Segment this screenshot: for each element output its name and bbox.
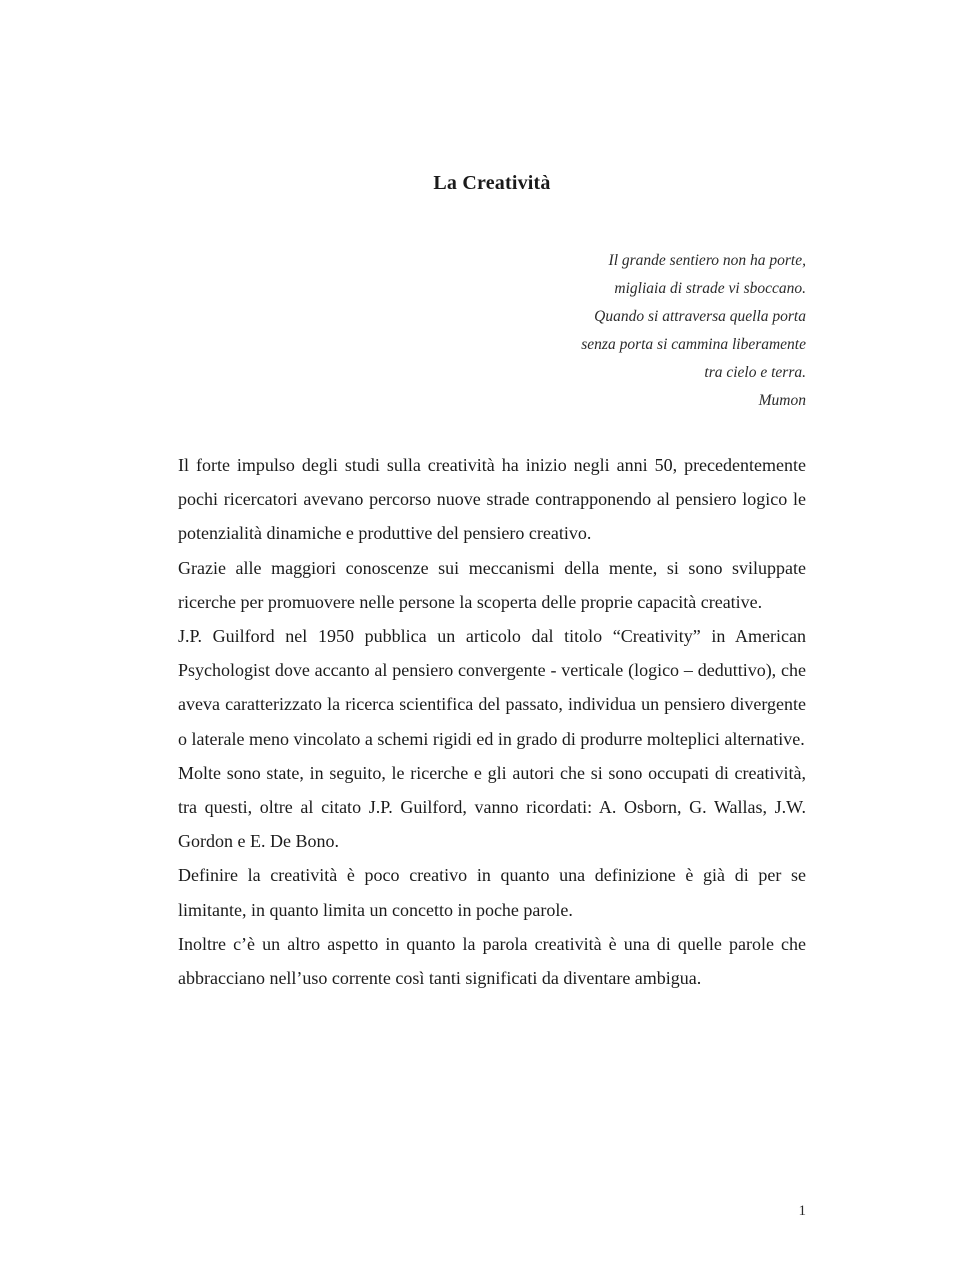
paragraph: Inoltre c’è un altro aspetto in quanto la parola creatività è una di quelle parole che abbracciano nell’uso corrente così tanti significati da diventare ambigua.: [178, 933, 806, 989]
page-title: La Creatività: [433, 172, 551, 194]
paragraph: Il forte impulso degli studi sulla creatività ha inizio negli anni 50, precedentemente pochi ricercatori avevano percorso nuove strade contrapponendo al pensiero logico le potenzialità dinamiche e produttive del pensiero creativo.: [178, 455, 806, 544]
page-number: 1: [798, 1203, 806, 1219]
paragraph: Definire la creatività è poco creativo in quanto una definizione è già di per se limitante, in quanto limita un concetto in poche parole.: [178, 865, 806, 920]
body-text: [178, 448, 806, 995]
epigraph-quote: [178, 247, 806, 415]
quote-attribution: Mumon: [758, 392, 806, 409]
quote-line: Il grande sentiero non ha porte,: [608, 252, 806, 269]
quote-line: senza porta si cammina liberamente: [581, 336, 806, 353]
quote-line: tra cielo e terra.: [704, 364, 806, 381]
quote-line: Quando si attraversa quella porta: [594, 308, 806, 325]
quote-line: migliaia di strade vi sboccano.: [614, 280, 806, 297]
paragraph: Molte sono state, in seguito, le ricerche e gli autori che si sono occupati di creatività, tra questi, oltre al citato J.P. Guilford, vanno ricordati: A. Osborn, G. Wallas, J.W. Gordon e E. De Bono.: [178, 762, 806, 852]
paragraph: Grazie alle maggiori conoscenze sui meccanismi della mente, si sono sviluppate ricerche per promuovere nelle persone la scoperta delle proprie capacità creative.: [178, 557, 806, 612]
paragraph: J.P. Guilford nel 1950 pubblica un articolo dal titolo “Creativity” in American Psychologist dove accanto al pensiero convergente - verticale (logico – deduttivo), che aveva caratterizzato la ricerca scientifica del passato, individua un pensiero divergente o laterale meno vincolato a schemi rigidi ed in grado di produrre molteplici alternative.: [178, 626, 806, 749]
